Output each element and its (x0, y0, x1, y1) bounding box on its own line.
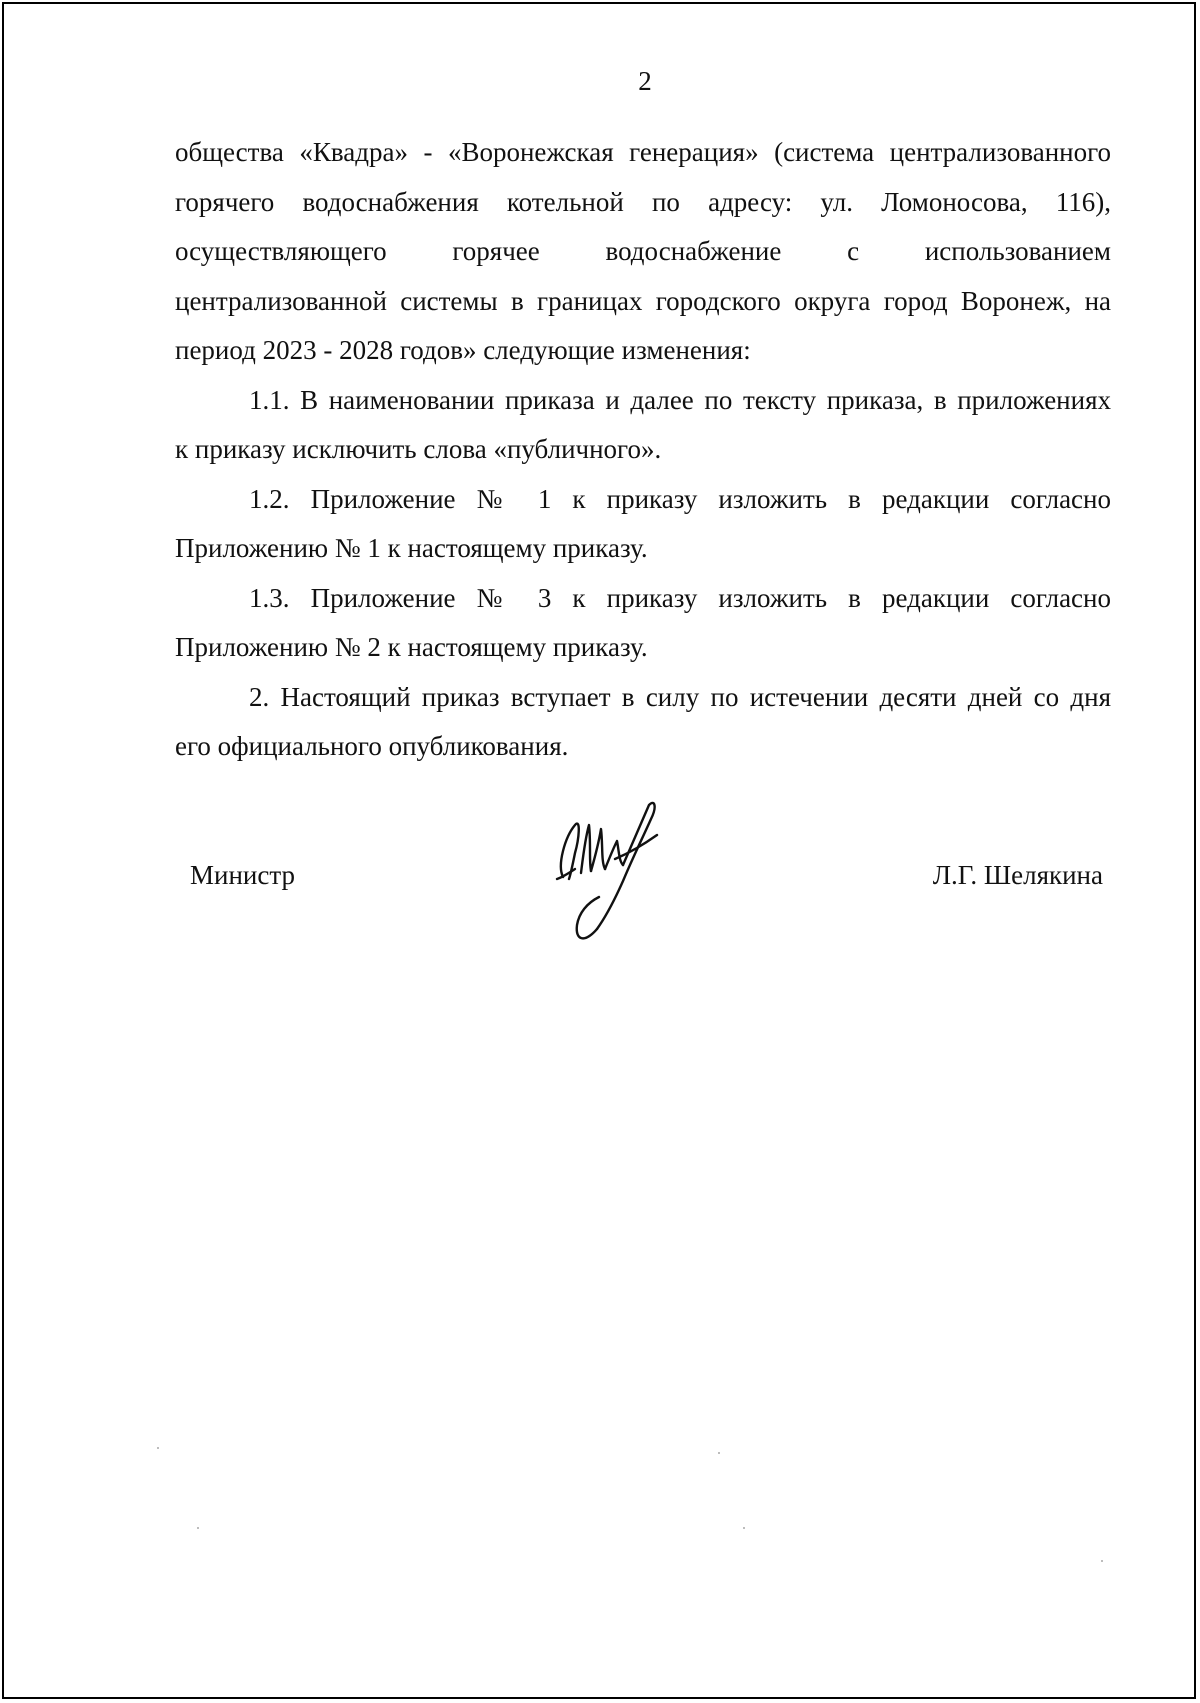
page-number: 2 (638, 66, 652, 96)
body-line-1: общества «Квадра» - «Воронежская генерация» (система централизованного (175, 137, 1111, 167)
scan-artifact (743, 1527, 745, 1529)
signatory-name: Л.Г. Шелякина (932, 860, 1103, 890)
body-line-4: централизованной системы в границах городского округа город Воронеж, на (175, 285, 1111, 316)
paragraph-1-1-line-2: к приказу исключить слова «публичного». (175, 434, 662, 464)
paragraph-1-1-line-1: 1.1. В наименовании приказа и далее по тексту приказа, в приложениях (249, 384, 1111, 415)
paragraph-1-2-line-1: 1.2. Приложение № 1 к приказу изложить в редакции согласно (249, 483, 1111, 514)
paragraph-2-line-2: его официального опубликования. (175, 731, 569, 761)
signatory-position: Министр (190, 860, 295, 890)
scan-artifact (718, 1452, 720, 1454)
scan-artifact (197, 1527, 199, 1529)
paragraph-1-3-line-1: 1.3. Приложение № 3 к приказу изложить в редакции согласно (249, 582, 1111, 613)
handwritten-signature (545, 795, 675, 945)
body-line-5: период 2023 - 2028 годов» следующие изменения: (175, 335, 751, 365)
body-line-2: горячего водоснабжения котельной по адресу: ул. Ломоносова, 116), (175, 186, 1111, 217)
scan-artifact (157, 1447, 159, 1449)
document-body (175, 128, 1111, 772)
scan-artifact (1101, 1560, 1103, 1562)
body-line-3: осуществляющего горячее водоснабжение с использованием (175, 236, 1111, 266)
paragraph-1-3-line-2: Приложению № 2 к настоящему приказу. (175, 632, 648, 662)
paragraph-1-2-line-2: Приложению № 1 к настоящему приказу. (175, 533, 648, 563)
paragraph-2-line-1: 2. Настоящий приказ вступает в силу по истечении десяти дней со дня (249, 681, 1111, 712)
